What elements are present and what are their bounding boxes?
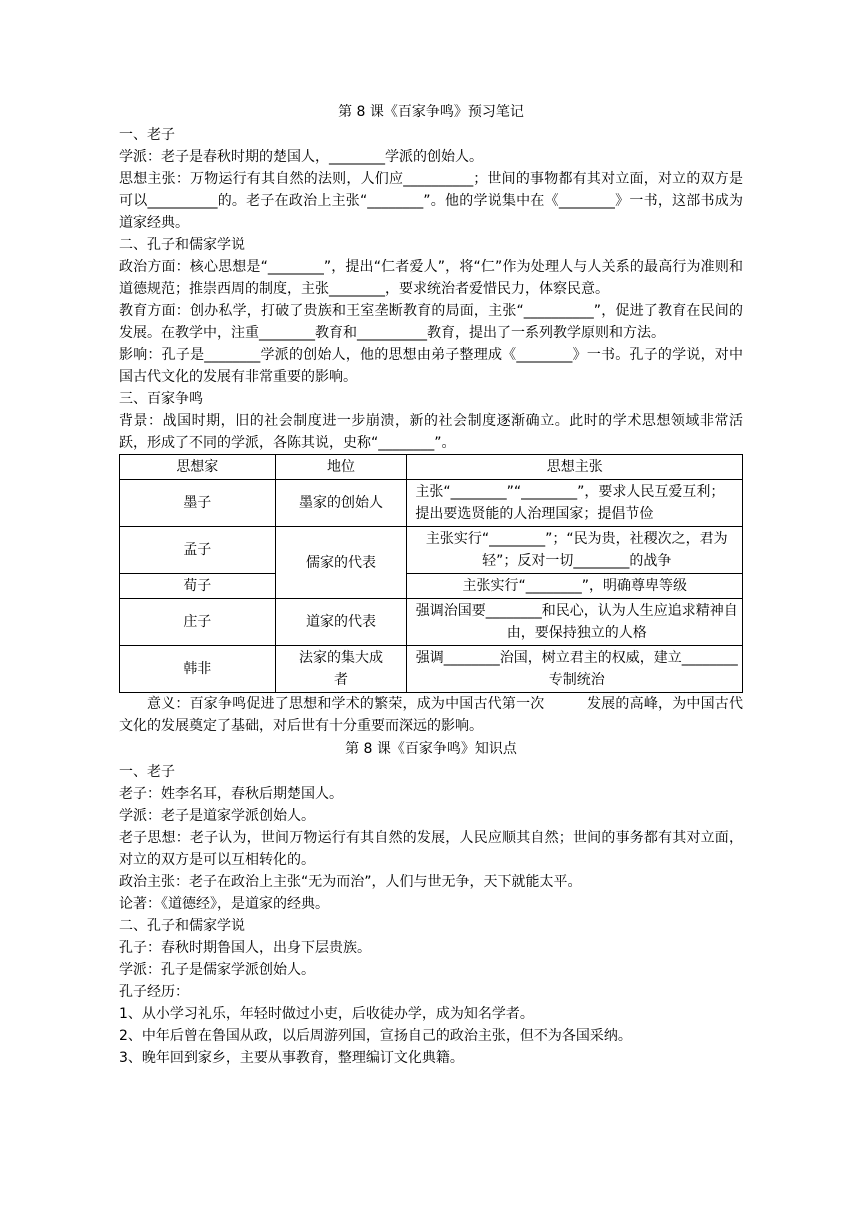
section-heading-laozi: 一、老子 [119,764,175,780]
table-row [120,646,743,693]
table-header-cell: 思想主张 [407,455,743,480]
section-heading-confucius: 二、孔子和儒家学说 [119,918,245,934]
laozi-thought-paragraph: 思想主张：万物运行有其自然的法则，人们应__________；世间的事物都有其对立面，对立的双方是可以__________的。老子在政治上主张“________”。他的学说集中在《________》一书，这部书成为道家经典。 [119,171,743,231]
laozi-school-paragraph: 学派：老子是春秋时期的楚国人，________学派的创始人。 [119,149,483,165]
section-heading-confucius: 二、孔子和儒家学说 [119,237,245,253]
knowledge-line: 1、从小学习礼乐，年轻时做过小吏，后收徒办学，成为知名学者。 [119,1006,534,1022]
significance-paragraph: 意义：百家争鸣促进了思想和学术的繁荣，成为中国古代第一次 发展的高峰，为中国古代文化的发展奠定了基础，对后世有十分重要而深远的影响。 [119,696,743,734]
table-row [120,527,743,574]
thinker-name: 墨子 [120,480,276,527]
table-header-cell: 思想家 [120,455,276,480]
knowledge-line: 学派：老子是道家学派创始人。 [119,808,315,824]
thinker-status: 道家的代表 [275,599,407,646]
thinker-idea: 主张实行“________”，明确尊卑等级 [407,574,743,599]
knowledge-line: 学派：孔子是儒家学派创始人。 [119,962,315,978]
section-heading-laozi: 一、老子 [119,127,175,143]
knowledge-line: 3、晚年回到家乡，主要从事教育，整理编订文化典籍。 [119,1050,464,1066]
knowledge-line: 2、中年后曾在鲁国从政，以后周游列国，宣扬自己的政治主张，但不为各国采纳。 [119,1028,632,1044]
thinker-status: 儒家的代表 [275,527,407,599]
thinker-idea: 主张实行“________”；“民为贵，社稷次之，君为轻”；反对一切________的战争 [407,527,743,574]
confucius-politics-paragraph: 政治方面：核心思想是“________”，提出“仁者爱人”，将“仁”作为处理人与人关系的最高行为准则和道德规范；推崇西周的制度，主张________，要求统治者爱惜民力，体察民意。 [119,259,743,297]
knowledge-line: 政治主张：老子在政治上主张“无为而治”，人们与世无争，天下就能太平。 [119,874,582,890]
confucius-influence-paragraph: 影响：孔子是________学派的创始人，他的思想由弟子整理成《________》一书。孔子的学说，对中国古代文化的发展有非常重要的影响。 [119,347,743,385]
thinker-name: 韩非 [120,646,276,693]
background-paragraph: 背景：战国时期，旧的社会制度进一步崩溃，新的社会制度逐渐确立。此时的学术思想领域非常活跃，形成了不同的学派，各陈其说，史称“________”。 [119,413,743,451]
table-row [120,574,743,599]
knowledge-line: 孔子：春秋时期鲁国人，出身下层贵族。 [119,940,371,956]
table-row [120,480,743,527]
table-header-row [120,455,743,480]
table-header-cell: 地位 [275,455,407,480]
knowledge-line: 论著：《道德经》，是道家的经典。 [119,896,329,912]
thinker-idea: 主张“________”“________”，要求人民互爱互利；提出要选贤能的人治理国家；提倡节俭 [407,480,743,527]
notes-title: 第 8 课《百家争鸣》预习笔记 [338,104,524,120]
table-row [120,599,743,646]
confucius-education-paragraph: 教育方面：创办私学，打破了贵族和王室垄断教育的局面，主张“__________”，促进了教育在民间的发展。在教学中，注重________教育和__________教育，提出了一系列教学原则和方法。 [119,303,743,341]
thinker-status: 法家的集大成者 [275,646,407,693]
thinker-status: 墨家的创始人 [275,480,407,527]
thinker-idea: 强调________治国，树立君主的权威，建立________专制统治 [407,646,743,693]
thinker-name: 孟子 [120,527,276,574]
knowledge-line: 孔子经历： [119,984,189,1000]
thinker-name: 荀子 [120,574,276,599]
thinker-name: 庄子 [120,599,276,646]
knowledge-title: 第 8 课《百家争鸣》知识点 [345,741,517,757]
knowledge-line: 老子思想：老子认为，世间万物运行有其自然的发展，人民应顺其自然；世间的事务都有其对立面，对立的双方是可以互相转化的。 [119,830,743,868]
thinkers-table [119,454,743,693]
document-page [119,100,743,1069]
section-heading-hundred-schools: 三、百家争鸣 [119,391,203,407]
thinker-idea: 强调治国要________和民心，认为人生应追求精神自由，要保持独立的人格 [407,599,743,646]
knowledge-line: 老子：姓李名耳，春秋后期楚国人。 [119,786,343,802]
